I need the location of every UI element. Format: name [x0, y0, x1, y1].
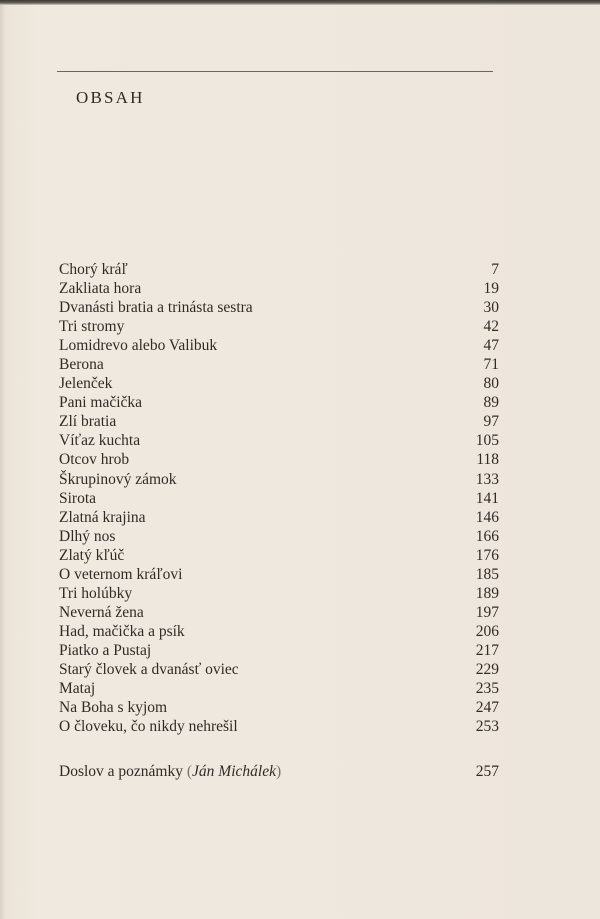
page-top-edge [0, 0, 600, 5]
toc-entry-title: O človeku, čo nikdy nehrešil [59, 718, 238, 736]
toc-entry-page: 176 [475, 546, 499, 564]
toc-entry-page: 42 [483, 318, 499, 336]
toc-entry [59, 717, 499, 736]
heading-rule [57, 71, 493, 72]
toc-entry-page: 47 [483, 337, 499, 355]
toc-entry-title: Tri stromy [59, 318, 125, 336]
toc-entry [59, 584, 499, 603]
toc-entry [59, 470, 499, 489]
toc-entry-title [59, 762, 281, 781]
toc-entry-page: 189 [475, 584, 499, 602]
toc-entry-page: 197 [475, 603, 499, 621]
toc-entry-title: Dvanásti bratia a trinásta sestra [59, 299, 253, 317]
toc-entry-page: 71 [483, 356, 499, 374]
toc-entry-title: Had, mačička a psík [59, 622, 185, 640]
toc-entry [59, 260, 499, 279]
toc-entry [59, 412, 499, 431]
toc-entry [59, 641, 499, 660]
toc-entry-title: Chorý kráľ [59, 261, 128, 278]
toc-entry-page: 253 [475, 718, 499, 736]
toc-entry-page: 146 [475, 508, 499, 526]
paren-close: ) [275, 763, 282, 780]
toc-entry-title: O veternom kráľovi [59, 565, 183, 583]
toc-entry [59, 603, 499, 622]
toc-entry-title: Zlatná krajina [59, 508, 146, 526]
toc-entry-title: Sirota [59, 489, 97, 507]
toc-entry-page: 141 [475, 489, 499, 507]
toc-entry [59, 622, 499, 641]
toc-entry-page: 105 [475, 432, 499, 450]
table-of-contents [59, 260, 499, 736]
toc-entry-page: 185 [475, 565, 499, 583]
toc-entry-title: Tri holúbky [59, 584, 133, 602]
toc-entry-page: 206 [475, 622, 499, 640]
toc-entry-title: Na Boha s kyjom [59, 699, 168, 717]
toc-entry-title: Víťaz kuchta [59, 432, 141, 450]
toc-entry-page: 235 [475, 680, 499, 698]
toc-entry [59, 489, 499, 508]
toc-entry-title: Neverná žena [59, 603, 144, 621]
toc-entry [59, 546, 499, 565]
toc-entry-page: 7 [491, 261, 499, 278]
toc-entry-title: Zlí bratia [59, 413, 117, 431]
toc-entry-title: Otcov hrob [59, 451, 130, 469]
toc-entry [59, 279, 499, 298]
toc-entry [59, 355, 499, 374]
paren-open: ( [186, 763, 193, 780]
toc-entry-page: 30 [483, 299, 499, 317]
toc-entry-page: 89 [483, 394, 499, 412]
toc-entry-page: 80 [483, 375, 499, 393]
toc-entry [59, 431, 499, 450]
toc-entry [59, 450, 499, 469]
toc-entry-page: 257 [475, 763, 499, 780]
toc-entry [59, 336, 499, 355]
toc-entry [59, 508, 499, 527]
toc-entry-title: Berona [59, 356, 104, 374]
toc-entry [59, 374, 499, 393]
toc-entry-page: 217 [475, 641, 499, 659]
toc-entry-page: 97 [483, 413, 499, 431]
toc-entry-page: 118 [476, 451, 499, 469]
toc-entry-title: Lomidrevo alebo Valibuk [59, 337, 218, 355]
toc-entry-page: 229 [475, 660, 499, 678]
toc-entry [59, 698, 499, 717]
toc-entry [59, 393, 499, 412]
toc-entry-title: Škrupinový zámok [59, 470, 177, 488]
toc-entry-page: 247 [475, 699, 499, 717]
toc-entry-page: 19 [483, 280, 499, 298]
toc-entry [59, 317, 499, 336]
toc-entry [59, 679, 499, 698]
toc-entry-title: Jelenček [59, 375, 113, 393]
toc-entry [59, 660, 499, 679]
afterword-title: Doslov a poznámky [59, 763, 183, 780]
toc-entry-title: Zakliata hora [59, 280, 142, 298]
toc-entry [59, 298, 499, 317]
toc-entry-page: 133 [475, 470, 499, 488]
toc-entry-title: Mataj [59, 680, 96, 698]
afterword-author: Ján Michálek [192, 763, 276, 780]
toc-entry-title: Starý človek a dvanásť oviec [59, 660, 239, 678]
toc-entry-title: Dlhý nos [59, 527, 116, 545]
toc-entry [59, 565, 499, 584]
page-title: OBSAH [76, 88, 145, 107]
toc-entry [59, 527, 499, 546]
toc-entry-title: Piatko a Pustaj [59, 641, 152, 659]
toc-entry-title: Zlatý kľúč [59, 546, 125, 564]
toc-entry-title: Pani mačička [59, 394, 143, 412]
toc-entry-afterword [59, 762, 499, 781]
toc-entry-page: 166 [475, 527, 499, 545]
